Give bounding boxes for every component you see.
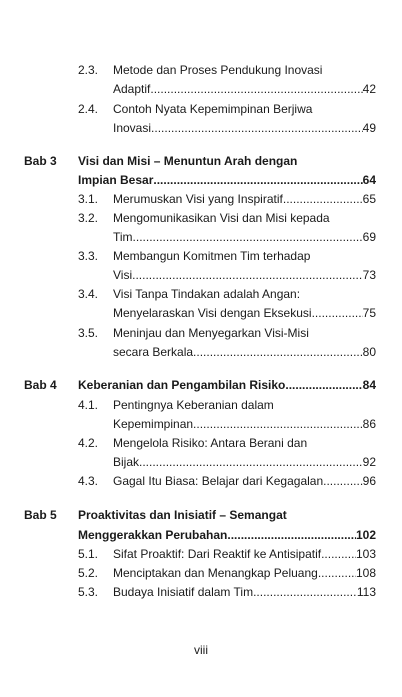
toc-title-4-2: Mengelola Risiko: Antara Berani dan	[113, 436, 308, 450]
leader-dots	[132, 266, 363, 284]
toc-num-3-3: 3.3.	[78, 249, 99, 263]
toc-title-cont-4-2: Bijak	[113, 455, 140, 469]
toc-page-4-3: 96	[362, 474, 376, 488]
toc-entry-4-3	[113, 472, 376, 490]
toc-page-3-3: 73	[362, 268, 376, 282]
toc-title-cont-3-4: Menyelaraskan Visi dengan Eksekusi	[113, 306, 312, 320]
chapter-title-3: Visi dan Misi – Menuntun Arah dengan	[78, 154, 298, 168]
toc-num-4-2: 4.2.	[78, 436, 99, 450]
chapter-entry-5	[78, 526, 376, 544]
leader-dots	[139, 453, 363, 471]
leader-dots	[283, 190, 363, 208]
toc-title-5-2: Menciptakan dan Menangkap Peluang	[113, 566, 318, 580]
leader-dots	[193, 343, 363, 361]
toc-entry-3-1	[113, 190, 376, 208]
toc-page-5-2: 108	[355, 566, 376, 580]
toc-entry-5-2	[113, 564, 376, 582]
toc-entry-5-1	[113, 545, 376, 563]
toc-page-3-2: 69	[362, 230, 376, 244]
toc-num-4-1: 4.1.	[78, 398, 99, 412]
leader-dots	[151, 119, 363, 137]
leader-dots	[312, 304, 363, 322]
toc-title-3-5: Meninjau dan Menyegarkan Visi-Misi	[113, 326, 309, 340]
chapter-entry-3	[78, 171, 376, 189]
toc-num-4-3: 4.3.	[78, 474, 99, 488]
chapter-entry-4	[78, 376, 376, 394]
toc-entry-2-3	[113, 80, 376, 98]
toc-page-2-4: 49	[362, 121, 376, 135]
toc-num-3-2: 3.2.	[78, 211, 99, 225]
leader-dots	[321, 545, 356, 563]
toc-title-2-4: Contoh Nyata Kepemimpinan Berjiwa	[113, 102, 313, 116]
toc-title-3-2: Mengomunikasikan Visi dan Misi kepada	[113, 211, 330, 225]
leader-dots	[253, 583, 357, 601]
leader-dots	[150, 80, 362, 98]
chapter-page-4: 84	[362, 378, 376, 392]
leader-dots	[133, 228, 363, 246]
page-number: viii	[194, 643, 208, 657]
toc-num-5-1: 5.1.	[78, 547, 99, 561]
chapter-page-3: 64	[362, 173, 376, 187]
toc-page-3-4: 75	[362, 306, 376, 320]
toc-entry-4-1	[113, 415, 376, 433]
toc-title-cont-3-2: Tim	[113, 230, 133, 244]
toc-title-5-3: Budaya Inisiatif dalam Tim	[113, 585, 254, 599]
chapter-title-cont-5: Menggerakkan Perubahan	[78, 528, 228, 542]
leader-dots	[153, 171, 362, 189]
chapter-title-cont-3: Impian Besar	[78, 173, 154, 187]
leader-dots	[285, 376, 362, 394]
chapter-label-3: Bab 3	[24, 154, 57, 168]
chapter-label-4: Bab 4	[24, 378, 57, 392]
chapter-page-5: 102	[355, 528, 376, 542]
toc-num-3-1: 3.1.	[78, 192, 99, 206]
toc-page-4-2: 92	[362, 455, 376, 469]
toc-entry-3-5	[113, 343, 376, 361]
toc-num-3-5: 3.5.	[78, 326, 99, 340]
toc-title-3-4: Visi Tanpa Tindakan adalah Angan:	[113, 287, 301, 301]
chapter-title-4: Keberanian dan Pengambilan Risiko	[78, 378, 286, 392]
toc-entry-3-3	[113, 266, 376, 284]
leader-dots	[318, 564, 356, 582]
toc-title-4-1: Pentingnya Keberanian dalam	[113, 398, 274, 412]
toc-entry-5-3	[113, 583, 376, 601]
toc-title-5-1: Sifat Proaktif: Dari Reaktif ke Antisipatif	[113, 547, 322, 561]
toc-num-3-4: 3.4.	[78, 287, 99, 301]
toc-title-cont-2-3: Adaptif	[113, 82, 151, 96]
toc-page-4-1: 86	[362, 417, 376, 431]
leader-dots	[193, 415, 363, 433]
toc-title-3-3: Membangun Komitmen Tim terhadap	[113, 249, 311, 263]
toc-entry-4-2	[113, 453, 376, 471]
toc-title-2-3: Metode dan Proses Pendukung Inovasi	[113, 63, 323, 77]
toc-title-cont-3-3: Visi	[113, 268, 133, 282]
toc-title-cont-2-4: Inovasi	[113, 121, 152, 135]
toc-page-3-1: 65	[362, 192, 376, 206]
toc-title-4-3: Gagal Itu Biasa: Belajar dari Kegagalan	[113, 474, 324, 488]
toc-title-cont-4-1: Kepemimpinan	[113, 417, 194, 431]
toc-num-2-4: 2.4.	[78, 102, 99, 116]
leader-dots	[227, 526, 356, 544]
toc-num-2-3: 2.3.	[78, 63, 99, 77]
toc-page-5-3: 113	[356, 585, 376, 599]
chapter-label-5: Bab 5	[24, 508, 57, 522]
toc-entry-3-4	[113, 304, 376, 322]
toc-page-5-1: 103	[355, 547, 376, 561]
toc-page-3-5: 80	[362, 345, 376, 359]
toc-entry-2-4	[113, 119, 376, 137]
toc-num-5-3: 5.3.	[78, 585, 99, 599]
toc-num-5-2: 5.2.	[78, 566, 99, 580]
toc-entry-3-2	[113, 228, 376, 246]
toc-title-3-1: Merumuskan Visi yang Inspiratif	[113, 192, 283, 206]
chapter-title-5: Proaktivitas dan Inisiatif – Semangat	[78, 508, 287, 522]
toc-title-cont-3-5: secara Berkala	[113, 345, 194, 359]
toc-page-2-3: 42	[362, 82, 376, 96]
leader-dots	[323, 472, 363, 490]
